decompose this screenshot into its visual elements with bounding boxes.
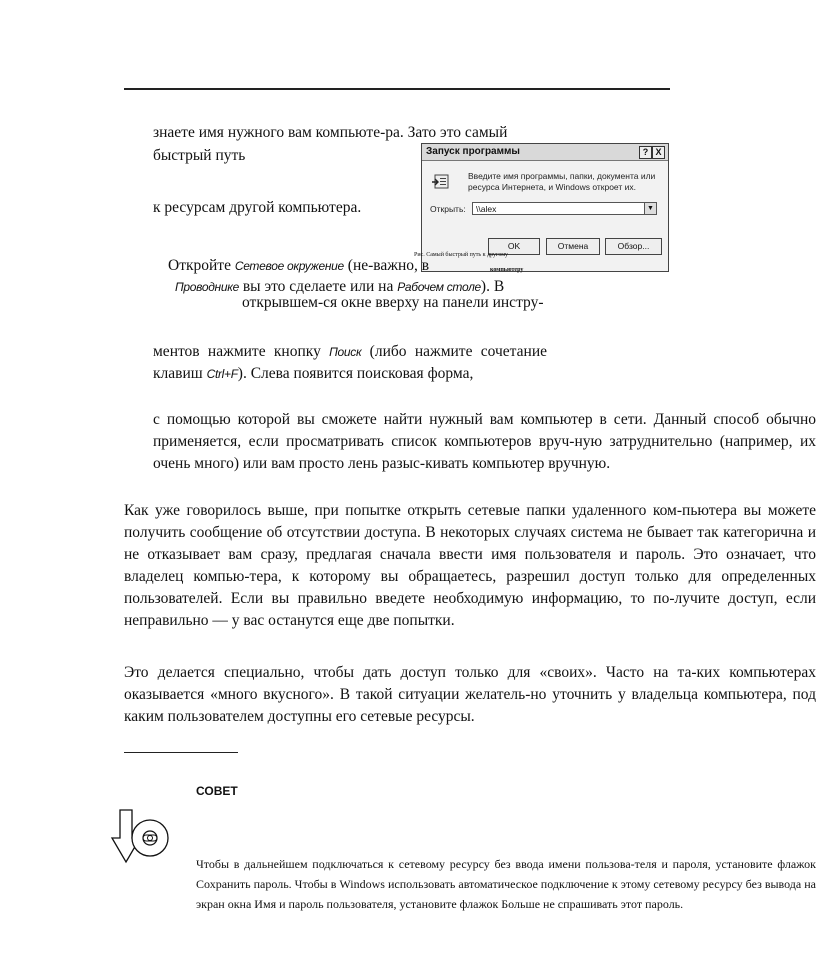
p5: Как уже говорилось выше, при попытке открыть сетевые папки удаленного ком-пьютера вы можете получить сообщение об отсутствии доступа. В некоторых случаях система не бывает так категорична и не отказывает вам сразу, предлагая сначала ввести имя пользователя и пароль. Это означает, что владелец компью-тера, к которому вы обращаетесь, разрешил доступ только для определенных пользователей. Если вы правильно введете необходимую информацию, то по-лучите доступ, если неправильно — у вас останутся еще две попытки. xyxy=(124,502,816,629)
p1-line3: к ресурсам другой компьютера. xyxy=(153,199,362,216)
run-dialog-description-1: Введите имя программы, папки, документа или xyxy=(468,171,656,181)
ok-button[interactable]: OK xyxy=(488,238,540,255)
p2-line2: Проводнике вы это сделаете или на Рабочем столе). В xyxy=(175,278,505,295)
p1-line2: быстрый путь xyxy=(153,147,246,164)
p1-line1: знаете имя нужного вам компьюте-ра. Зато это самый xyxy=(153,124,508,141)
run-dialog-description-2: ресурса Интернета, и Windows откроет их. xyxy=(468,182,636,192)
network-neighborhood-term: Сетевое окружение xyxy=(234,259,344,273)
open-label: Открыть: xyxy=(430,204,466,214)
run-dialog-titlebar xyxy=(422,144,668,161)
run-dialog-title: Запуск программы xyxy=(426,146,520,157)
p2-line1: Откройте Сетевое окружение (не-важно, в xyxy=(168,257,430,274)
tip-text: Чтобы в дальнейшем подключаться к сетевому ресурсу без ввода имени пользова-теля и пароля, установите флажок Сохранить пароль. Чтобы в Windows использовать автоматическое подключение к этому сетевому ресурсу без вывода на экран окна Имя и пароль пользователя, установите флажок Больше не спрашивать этот пароль. xyxy=(196,857,816,911)
header-rule xyxy=(124,88,670,90)
footnote-rule xyxy=(124,752,238,753)
tip-title: СОВЕТ xyxy=(196,784,238,798)
close-icon[interactable]: X xyxy=(652,146,665,159)
p6: Это делается специально, чтобы дать доступ только для «своих». Часто на та-ких компьютерах оказывается «много вкусного». В такой ситуации желатель-но уточнить у владельца компьютера, под каким пользователем доступны его сетевые ресурсы. xyxy=(124,664,816,725)
search-term: Поиск xyxy=(329,345,362,359)
p2-line3: открывшем-ся окне вверху на панели инстру- xyxy=(242,294,544,311)
shortcut-term: Ctrl+F xyxy=(206,367,238,381)
chevron-down-icon[interactable]: ▼ xyxy=(644,203,656,214)
cancel-button[interactable]: Отмена xyxy=(546,238,600,255)
run-program-icon xyxy=(432,174,450,195)
open-input[interactable] xyxy=(472,202,657,215)
browse-button[interactable]: Обзор... xyxy=(605,238,662,255)
cd-arrow-icon xyxy=(110,808,172,869)
explorer-term: Проводнике xyxy=(175,280,239,294)
figure-caption-line2: компьютеру xyxy=(490,267,524,273)
desktop-term: Рабочем столе xyxy=(397,280,481,294)
figure-caption-line1: Рис. Самый быстрый путь к другому xyxy=(414,252,509,258)
help-icon[interactable]: ? xyxy=(639,146,652,159)
p3-line1: ментов нажмите кнопку Поиск (либо нажмите сочетание xyxy=(153,343,547,360)
p4: с помощью которой вы сможете найти нужный вам компьютер в сети. Данный способ обычно применяется, если просматривать список компьютеров вруч-ную затруднительно (например, их очень много) или вам просто лень разыс-кивать компьютер вручную. xyxy=(153,411,816,472)
p3-line2: клавиш Ctrl+F). Слева появится поисковая форма, xyxy=(153,365,474,382)
open-input-value: \\alex xyxy=(476,204,497,214)
